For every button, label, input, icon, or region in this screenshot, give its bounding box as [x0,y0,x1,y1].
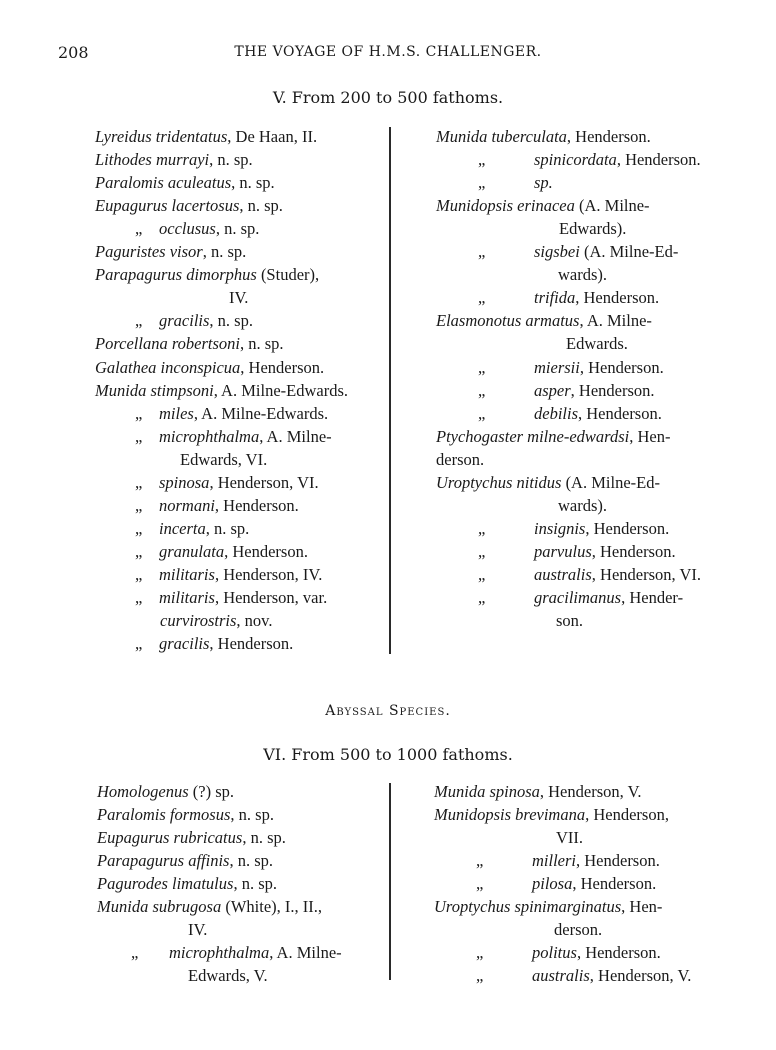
species-authority: , nov. [236,611,273,631]
ditto-mark: „ [135,219,143,239]
species-authority: (A. Milne-Ed- [561,472,660,492]
species-entry [229,286,248,309]
ditto-mark: „ [135,541,143,561]
species-name: gracilis [159,311,210,331]
species-authority: , Henderson. [224,541,308,561]
species-authority: , Henderson. [585,518,670,538]
species-entry [135,540,308,563]
ditto-mark: „ [478,403,486,423]
species-name: Uroptychus spinimarginatus [434,897,622,917]
species-authority: , n. sp. [233,874,277,894]
ditto-mark: „ [135,588,143,607]
species-authority: , Henderson. [578,403,662,423]
species-entry [95,171,275,194]
species-authority: , Henderson. [616,150,701,170]
species-authority: , Henderson, VI. [209,472,319,492]
species-authority: , A. Milne-Edwards. [193,403,329,423]
species-authority: , n. sp. [209,311,253,331]
species-authority: , Henderson, V. [539,782,642,801]
species-name: spinosa [159,472,210,492]
species-authority: , Henderson. [576,851,660,871]
species-entry [135,402,328,425]
species-name: debilis [534,403,578,423]
species-name: Munidopsis erinacea [436,196,575,216]
continuation-text: IV. [229,288,249,308]
species-name: Munidopsis brevimana [434,805,586,825]
species-name: gracilis [159,634,210,654]
species-entry [478,171,553,194]
ditto-mark: „ [478,541,486,561]
species-entry [436,425,670,448]
ditto-mark: „ [476,851,484,871]
species-authority: , Henderson. [575,288,660,308]
ditto-mark: „ [478,588,486,607]
species-authority: , n. sp. [230,805,274,825]
species-entry [476,964,691,987]
species-entry [135,309,253,332]
section-vi-heading: VI. From 500 to 1000 fathoms. [263,745,513,764]
species-entry [556,826,583,849]
species-entry [135,471,319,494]
species-name: Galathea inconspicua [95,357,241,377]
species-entry [566,332,628,355]
species-name: Eupagurus rubricatus [97,828,243,848]
species-entry [97,895,322,918]
ditto-mark: „ [476,966,484,986]
species-name: gracilimanus [534,588,622,607]
continuation-text: Edwards. [566,334,628,354]
species-entry [434,895,662,918]
species-authority: (?) sp. [188,782,235,801]
species-entry [434,780,642,803]
species-name: militaris [159,564,215,584]
species-entry [436,471,660,494]
species-name: Paguristes visor [95,242,203,262]
species-authority: , Henderson. [570,380,655,400]
species-entry [95,125,317,148]
species-authority: (Studer), [256,265,320,285]
species-name: microphthalma [169,943,270,963]
continuation-text: Edwards). [559,219,627,239]
species-entry [478,517,669,540]
species-name: Lithodes murrayi [95,150,210,170]
species-name: parvulus [534,541,592,561]
species-authority: , A. Milne- [259,426,332,446]
species-entry [95,356,324,379]
species-name: Uroptychus nitidus [436,472,562,492]
ditto-mark: „ [135,403,143,423]
continuation-text: Edwards, VI. [180,449,268,469]
ditto-mark: „ [135,495,143,515]
species-name: incerta [159,518,206,538]
species-name: australis [532,966,590,986]
species-entry [180,448,267,471]
species-name: militaris [159,588,215,607]
species-entry [478,540,676,563]
species-entry [135,217,259,240]
species-name: microphthalma [159,426,260,446]
ditto-mark: „ [478,173,486,193]
ditto-mark: „ [476,874,484,894]
ditto-mark: „ [478,288,486,308]
abyssal-species-heading: Abyssal Species. [325,703,451,719]
species-entry [476,849,660,872]
species-name: occlusus [159,219,216,239]
species-entry [558,263,607,286]
species-authority: , Henderson. [209,634,294,654]
species-entry [135,563,322,586]
species-entry [97,780,234,803]
species-authority: , Henderson. [214,495,299,515]
species-authority: (A. Milne- [574,196,650,216]
ditto-mark: „ [478,564,486,584]
species-name: Ptychogaster milne-edwardsi [436,426,630,446]
species-name: trifida [534,288,576,308]
ditto-mark: „ [478,150,486,170]
species-name: Homologenus [97,782,189,801]
species-authority: , n. sp. [205,518,250,538]
species-entry [436,125,651,148]
species-authority: , n. sp. [215,219,260,239]
species-name: politus [532,943,577,963]
species-entry [478,240,678,263]
ditto-mark: „ [135,564,143,584]
species-entry [478,379,655,402]
species-name: Porcellana robertsoni [95,334,240,354]
species-entry [135,494,299,517]
ditto-mark: „ [478,242,486,262]
species-authority: , Hen- [629,426,671,446]
species-name: asper [534,380,571,400]
species-entry [131,941,342,964]
species-authority: , Hender- [621,588,684,607]
species-entry [135,425,332,448]
species-authority: , A. Milne- [579,311,652,331]
species-name: miersii [534,357,580,377]
continuation-text: Edwards, V. [188,966,268,986]
ditto-mark: „ [478,357,486,377]
species-entry [135,632,293,655]
species-authority: , n. sp. [229,851,274,871]
species-name: australis [534,564,592,584]
species-entry [436,309,652,332]
species-entry [436,448,484,471]
species-authority: , n. sp. [239,334,284,354]
species-entry [97,872,277,895]
ditto-mark: „ [135,472,143,492]
species-entry [478,402,662,425]
species-entry [160,609,272,632]
species-authority: (A. Milne-Ed- [579,242,679,262]
species-name: Pagurodes limatulus [97,874,234,894]
species-name: curvirostris [160,611,237,631]
ditto-mark: „ [476,943,484,963]
species-entry [188,918,207,941]
ditto-mark: „ [478,380,486,400]
species-entry [478,286,659,309]
species-entry [95,263,319,286]
species-entry [476,941,661,964]
species-name: Munida subrugosa [97,897,222,917]
species-authority: , Henderson. [576,943,661,963]
species-authority: , Henderson. [579,357,664,377]
species-entry [95,379,348,402]
species-name: milleri [532,851,576,871]
species-entry [554,918,602,941]
species-name: pilosa [532,874,573,894]
ditto-mark: „ [135,426,143,446]
species-entry [436,194,650,217]
continuation-text: son. [556,611,584,631]
species-authority: , De Haan, II. [227,127,318,146]
species-name: Paralomis aculeatus [95,173,232,193]
species-entry [95,148,253,171]
species-name: Lyreidus tridentatus [95,127,228,146]
column-divider-v [389,127,391,654]
species-entry [97,803,274,826]
species-authority: , n. sp. [231,173,275,193]
species-authority: , n. sp. [239,196,283,216]
species-name: spinicordata [534,150,617,170]
species-name: normani [159,495,215,515]
species-name: Munida tuberculata [436,127,567,146]
species-entry [135,517,249,540]
continuation-text: derson. [436,449,485,469]
ditto-mark: „ [135,634,143,654]
ditto-mark: „ [131,943,139,963]
species-authority: , n. sp. [209,150,253,170]
species-entry [95,240,246,263]
species-name: insignis [534,518,586,538]
continuation-text: IV. [188,920,208,940]
species-name: Parapagurus dimorphus [95,265,257,285]
species-authority: , Hen- [621,897,663,917]
species-name: Munida stimpsoni [95,380,214,400]
species-authority: , Henderson, V. [589,966,692,986]
ditto-mark: „ [135,311,143,331]
species-entry [558,494,607,517]
species-entry [434,803,669,826]
species-name: Parapagurus affinis [97,851,230,871]
species-name: granulata [159,541,225,561]
species-authority: , n. sp. [202,242,247,262]
species-authority: , n. sp. [242,828,286,848]
species-authority: (White), I., II., [221,897,323,917]
section-v-heading: V. From 200 to 500 fathoms. [272,88,504,107]
column-divider-vi [389,783,391,980]
species-authority: , Henderson, var. [214,588,328,607]
species-entry [478,356,664,379]
species-entry [135,586,327,609]
species-authority: , Henderson, VI. [591,564,701,584]
ditto-mark: „ [135,518,143,538]
continuation-text: wards). [558,495,608,515]
species-name: Elasmonotus armatus [436,311,580,331]
species-entry [478,563,701,586]
species-authority: , A. Milne- [269,943,342,963]
species-name: Eupagurus lacertosus [95,196,240,216]
species-entry [476,872,656,895]
ditto-mark: „ [478,518,486,538]
continuation-text: derson. [554,920,603,940]
species-entry [95,194,283,217]
species-entry [97,849,273,872]
species-entry [95,332,284,355]
species-entry [556,609,583,632]
species-name: Munida spinosa [434,782,540,801]
species-name: sp. [534,173,553,193]
page-number: 208 [58,43,89,62]
species-entry [188,964,268,987]
species-entry [478,586,683,609]
species-authority: , Henderson. [566,127,651,146]
species-authority: , Henderson. [572,874,657,894]
species-authority: , Henderson, IV. [214,564,323,584]
species-name: miles [159,403,194,423]
running-title: THE VOYAGE OF H.M.S. CHALLENGER. [234,44,542,60]
species-name: Paralomis formosus [97,805,231,825]
species-entry [559,217,626,240]
continuation-text: VII. [556,828,584,848]
species-authority: , A. Milne-Edwards. [213,380,348,400]
species-entry [97,826,286,849]
continuation-text: wards). [558,265,608,285]
species-authority: , Henderson. [591,541,676,561]
species-name: sigsbei [534,242,580,262]
species-authority: , Henderson, [585,805,669,825]
species-entry [478,148,701,171]
species-authority: , Henderson. [240,357,325,377]
